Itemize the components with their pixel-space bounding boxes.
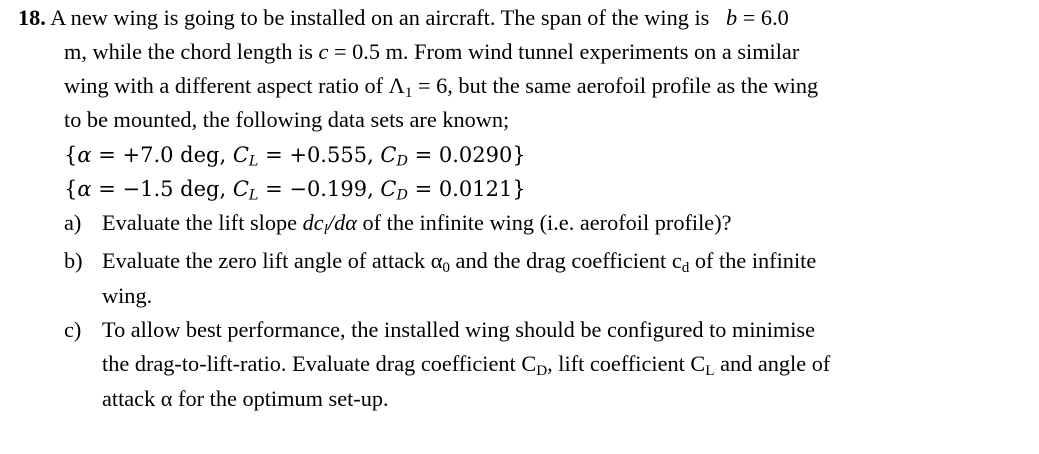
- span-symbol: b: [726, 5, 738, 30]
- question-line-1: [18, 5, 789, 31]
- intro-text-2: m, while the chord length is: [64, 39, 313, 64]
- question-line-2: [64, 39, 799, 65]
- cl-symbol: C: [232, 177, 249, 201]
- part-b-cont-text: wing.: [102, 283, 153, 308]
- alpha-value: = −1.5 deg,: [91, 177, 233, 201]
- part-c-text-2a: the drag-to-lift-ratio. Evaluate drag coefficient C: [102, 351, 537, 376]
- data-set-2: [64, 176, 526, 209]
- lift-slope-denominator: /dα: [327, 210, 357, 235]
- cd-value: = 0.0290}: [407, 143, 526, 167]
- part-c-text-2b: , lift coefficient C: [547, 351, 706, 376]
- cl-subscript: L: [248, 153, 259, 170]
- part-c: [64, 317, 815, 343]
- part-a: [64, 210, 732, 243]
- intro-text-3b: = 6, but the same aerofoil profile as the wing: [412, 73, 819, 98]
- cl-value: = +0.555,: [258, 143, 381, 167]
- cl-subscript: L: [248, 187, 259, 204]
- question-number: 18.: [18, 5, 46, 30]
- part-b-label: b): [64, 248, 83, 273]
- part-b: [64, 248, 816, 281]
- alpha-symbol: α: [77, 143, 92, 167]
- part-b-text-2: and the drag coefficient c: [449, 248, 682, 273]
- part-c-text-1: To allow best performance, the installed wing should be configured to minimise: [102, 317, 816, 342]
- part-c-label: c): [64, 317, 82, 342]
- intro-text-4: to be mounted, the following data sets are known;: [64, 107, 510, 132]
- part-a-label: a): [64, 210, 82, 235]
- intro-text-1: A new wing is going to be installed on an aircraft. The span of the wing is: [50, 5, 710, 30]
- part-b-text-1: Evaluate the zero lift angle of attack α: [102, 248, 443, 273]
- question-line-4: [64, 107, 509, 133]
- cl-subscript: L: [705, 361, 715, 379]
- cd-subscript: D: [396, 187, 408, 204]
- span-value: = 6.0: [737, 5, 789, 30]
- chord-symbol: c: [318, 39, 329, 64]
- part-c-line-2: [102, 351, 830, 384]
- cd-subscript: D: [396, 153, 408, 170]
- data-set-1: [64, 142, 526, 175]
- part-a-text-1: Evaluate the lift slope: [102, 210, 303, 235]
- part-b-text-3: of the infinite: [689, 248, 817, 273]
- chord-value: = 0.5 m. From wind tunnel experiments on a similar: [328, 39, 800, 64]
- cd-symbol: C: [380, 177, 397, 201]
- aspect-ratio-symbol: Λ: [388, 73, 405, 98]
- aspect-ratio-subscript: 1: [404, 83, 413, 101]
- part-c-text-2c: and angle of: [714, 351, 831, 376]
- alpha-value: = +7.0 deg,: [91, 143, 233, 167]
- cd-symbol: C: [380, 143, 397, 167]
- brace-open: {: [64, 143, 78, 167]
- cl-symbol: C: [232, 143, 249, 167]
- intro-text-3: wing with a different aspect ratio of: [64, 73, 384, 98]
- brace-open: {: [64, 177, 78, 201]
- cd-subscript: d: [681, 258, 690, 276]
- cl-value: = −0.199,: [258, 177, 381, 201]
- alpha-zero-subscript: 0: [442, 258, 450, 276]
- part-c-line-3: [102, 386, 389, 412]
- part-a-text-2: of the infinite wing (i.e. aerofoil profile)?: [356, 210, 732, 235]
- lift-slope-subscript: l: [323, 220, 328, 238]
- cd-value: = 0.0121}: [407, 177, 526, 201]
- alpha-symbol: α: [77, 177, 92, 201]
- part-b-continuation: [102, 283, 152, 309]
- question-line-3: [64, 73, 818, 106]
- cd-subscript: D: [536, 361, 548, 379]
- part-c-text-3: attack α for the optimum set-up.: [102, 386, 389, 411]
- lift-slope-numerator: dc: [302, 210, 324, 235]
